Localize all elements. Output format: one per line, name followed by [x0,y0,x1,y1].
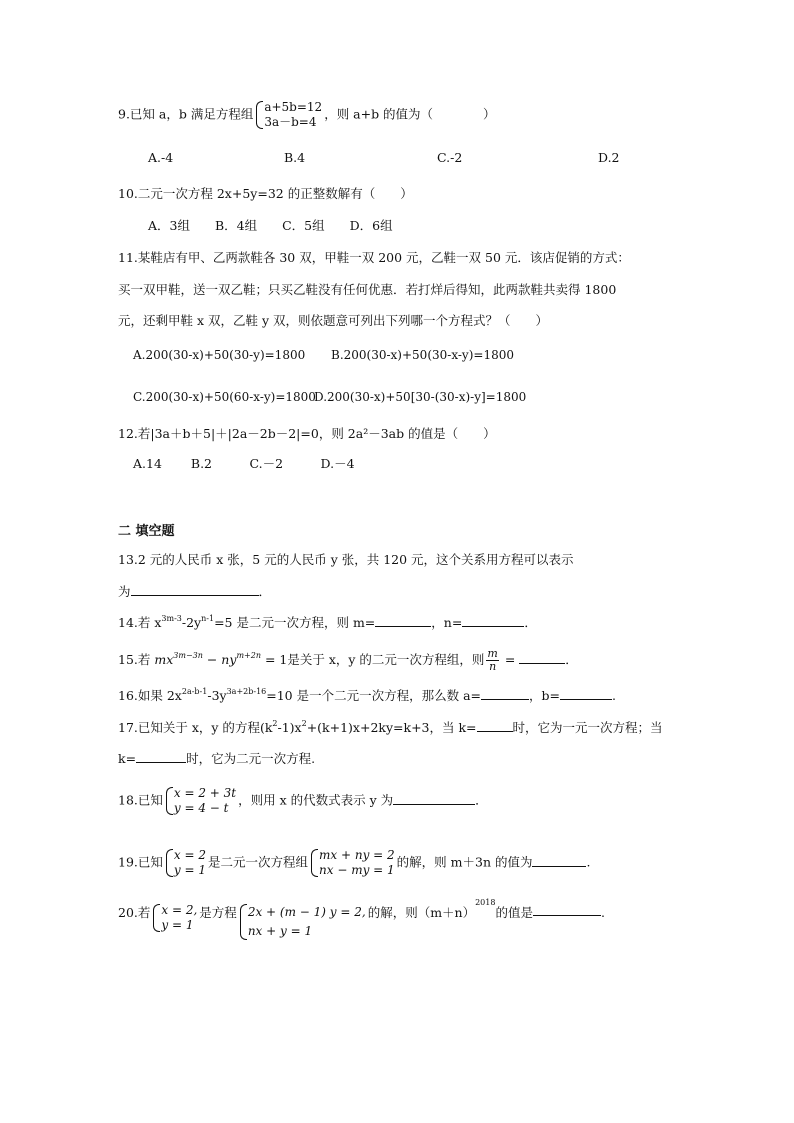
q13-answer-blank[interactable] [131,583,259,596]
q9-equation-system: a+5b=12 3a－b=4 [255,100,322,130]
q20-answer-blank[interactable] [533,903,601,916]
q17-line2: k= 时，它为二元一次方程. [118,751,316,766]
q12-options: A.14 B.2 C.－2 D.－4 [133,456,355,471]
q10-options: A．3组 B．4组 C．5组 D．6组 [148,218,393,233]
q12-text: 12.若|3a＋b＋5|＋|2a－2b－2|=0，则 2a²－3ab 的值是（ ） [118,426,496,441]
q19-equation-system: mx + ny = 2 nx − my = 1 [310,848,395,878]
q17-k1-blank[interactable] [477,719,513,732]
q19-solution-system: x = 2 y = 1 [165,848,206,878]
q18-equation-system: x = 2 + 3t y = 4 − t [165,786,236,816]
q9-option-c: C.-2 [437,150,463,165]
q13-line1: 13.2 元的人民币 x 张，5 元的人民币 y 张，共 120 元，这个关系用方程可以表示 [118,552,574,567]
q18-line: 18.已知 x = 2 + 3t y = 4 − t ，则用 x 的代数式表示 y 为 ． [118,786,488,815]
q17-line1: 17.已知关于 x，y 的方程$(k^2-1)x^2+(k+1)x+2ky=k+3$，当 k= 时，它为一元一次方程；当 [118,719,663,735]
q11-line3: 元，还剩甲鞋 x 双，乙鞋 y 双，则依题意可列出下列哪一个方程式？（ ） [118,313,549,328]
q19-line: 19.已知 x = 2 y = 1 是二元一次方程组 mx + ny = 2 nx − my = 1 的解，则 m＋3n 的值为 . [118,848,591,877]
q14-n-blank[interactable] [462,614,524,627]
q16-a-blank[interactable] [481,687,529,700]
q9-line [118,100,496,130]
q11-option-d: D.200(30-x)+50[30-(30-x)-y]=1800 [314,390,527,404]
q10-text: 10.二元一次方程 2x+5y=32 的正整数解有（ ） [118,186,413,201]
q18-answer-blank[interactable] [393,792,475,805]
section-title: 二 填空题 [118,524,175,539]
q16-b-blank[interactable] [560,687,612,700]
q9-option-a: A.-4 [148,150,174,165]
q9-prefix: 9.已知 a，b 满足方程组 [118,106,254,122]
q15-fraction: $\frac{m}{n}$ [487,647,498,673]
q14-line: 14.若 $x^{3m-3}-2y^{n-1}=5$ 是二元一次方程，则 m= ，n= ． [118,614,537,630]
q11-option-b: B.200(30-x)+50(30-x-y)=1800 [331,348,514,362]
q20-solution-system: x = 2, y = 1 [152,903,197,933]
q20-equation-system: 2x + (m − 1) y = 2, nx + y = 1 [239,903,366,941]
q13-line2: 为 ． [118,584,272,599]
q15-line: 15.若 $mx^{3m-3n} - ny^{m+2n} = 1$是关于 x，y 的二元一次方程组，则 $\frac{m}{n}$ = ． [118,647,578,673]
q19-answer-blank[interactable] [532,854,586,867]
q15-answer-blank[interactable] [519,651,565,664]
q9-option-b: B.4 [284,150,306,165]
q20-line: 20.若 x = 2, y = 1 是方程 2x + (m − 1) y = 2, nx + y = 1 的解，则$(m+n)^{2018}$的值是 . [118,903,605,941]
q9-option-d: D.2 [598,150,620,165]
q9-suffix: ，则 a+b 的值为（ ） [324,106,496,122]
q14-m-blank[interactable] [375,614,431,627]
q16-line: 16.如果 $2x^{2a-b-1}-3y^{3a+2b-16}=10$ 是一个二元一次方程，那么数 a= ，b= . [118,687,616,703]
q11-line2: 买一双甲鞋，送一双乙鞋；只买乙鞋没有任何优惠．若打烊后得知，此两款鞋共卖得 1800 [118,282,617,297]
q17-k2-blank[interactable] [136,750,186,763]
q11-option-a: A.200(30-x)+50(30-y)=1800 [133,348,306,362]
q11-line1: 11.某鞋店有甲、乙两款鞋各 30 双，甲鞋一双 200 元，乙鞋一双 50 元．该店促销的方式： [118,250,630,265]
q11-option-c: C.200(30-x)+50(60-x-y)=1800 [133,390,316,404]
